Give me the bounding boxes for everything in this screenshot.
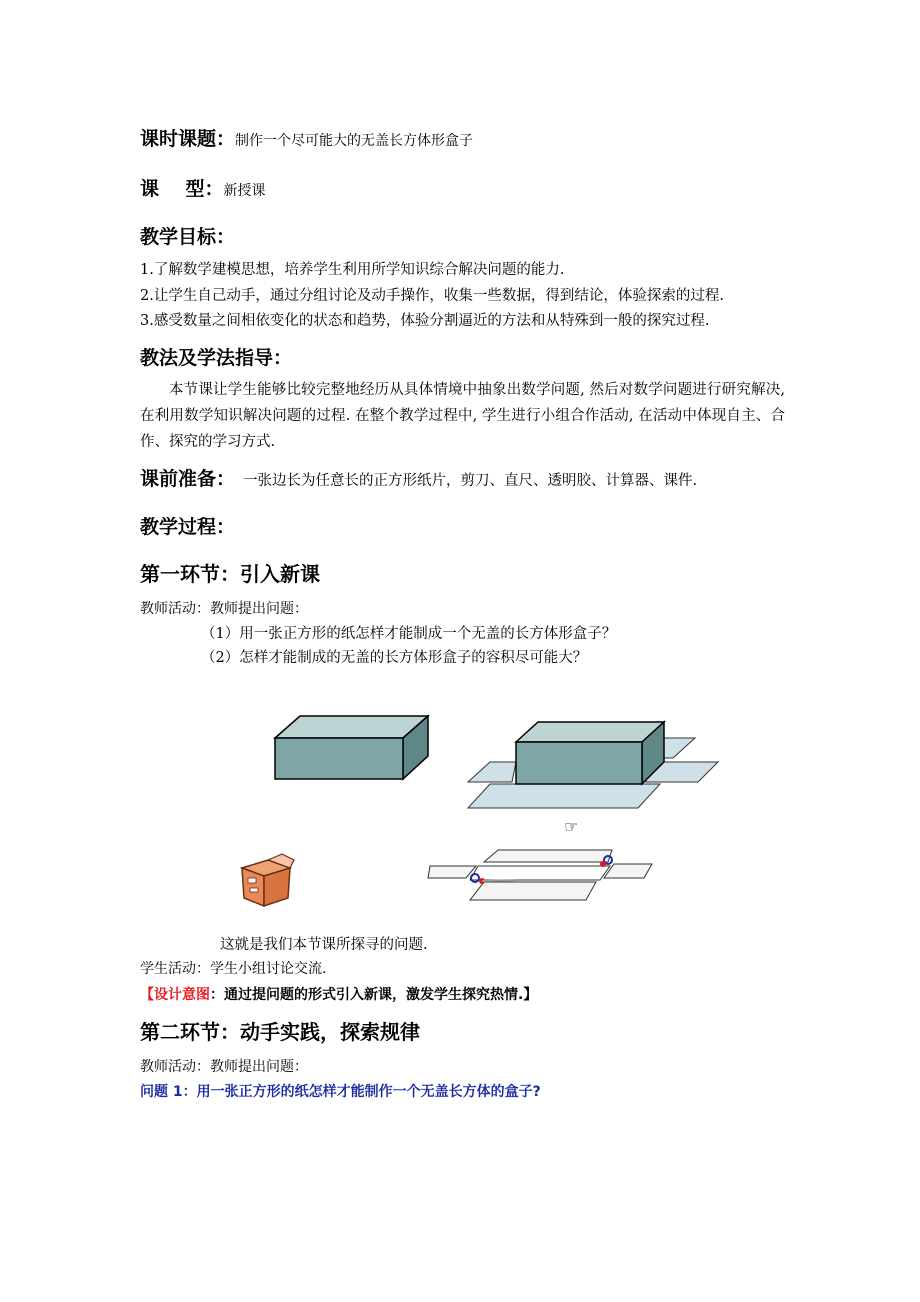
topic-value: 制作一个尽可能大的无盖长方体形盒子 (235, 133, 474, 149)
design-open-bracket: 【 (140, 987, 154, 1003)
design-label: 设计意图 (154, 987, 210, 1003)
section2-teacher-activity: 教师活动：教师提出问题： (140, 1059, 308, 1075)
objective-item-1: 1.了解数学建模思想，培养学生利用所学知识综合解决问题的能力. (140, 262, 565, 278)
section1-teacher-activity: 教师活动：教师提出问题： (140, 601, 308, 617)
method-paragraph: 本节课让学生能够比较完整地经历从具体情境中抽象出数学问题, 然后对数学问题进行研究解决, 在利用数学知识解决问题的过程. 在整个教学过程中, 学生进行小组合作活动, 在活动中体现自主、合作、探究的学习方式. (140, 382, 785, 450)
preparation-line (140, 464, 697, 491)
box-illustration (220, 700, 730, 920)
objectives-heading: 教学目标： (140, 226, 236, 248)
cardboard-box-icon (242, 854, 294, 906)
section1-student-activity: 学生活动：学生小组讨论交流. (140, 961, 327, 977)
section2-question-1: 问题 1：用一张正方形的纸怎样才能制作一个无盖长方体的盒子? (140, 1084, 541, 1100)
process-heading: 教学过程： (140, 516, 236, 538)
design-text: ：通过提问题的形式引入新课，激发学生探究热情.】 (210, 987, 538, 1003)
type-line (140, 174, 265, 201)
preparation-value: 一张边长为任意长的正方形纸片，剪刀、直尺、透明胶、计算器、课件. (243, 473, 698, 489)
open-box-net-icon (468, 722, 718, 808)
design-intent-line (140, 984, 537, 1004)
type-label: 课 型： (140, 178, 224, 200)
closed-box-icon (275, 716, 428, 779)
section1-question-2: （2）怎样才能制成的无盖的长方体形盒子的容积尽可能大？ (201, 650, 588, 666)
method-heading: 教法及学法指导： (140, 347, 293, 369)
pointing-hand-icon: ☞ (564, 817, 579, 836)
section1-heading: 第一环节：引入新课 (140, 562, 320, 586)
objective-item-2: 2.让学生自己动手，通过分组讨论及动手操作，收集一些数据，得到结论，体验探索的过程. (140, 288, 724, 304)
section1-question-1: （1）用一张正方形的纸怎样才能制成一个无盖的长方体形盒子？ (201, 626, 617, 642)
preparation-label: 课前准备： (140, 468, 236, 490)
objective-item-3: 3.感受数量之间相依变化的状态和趋势，体验分割逼近的方法和从特殊到一般的探究过程. (140, 313, 710, 329)
cut-paper-icon (428, 850, 652, 900)
topic-label: 课时课题： (140, 128, 236, 150)
section2-heading: 第二环节：动手实践，探索规律 (140, 1020, 420, 1044)
figure-caption: 这就是我们本节课所探寻的问题. (220, 937, 428, 953)
type-value: 新授课 (223, 183, 266, 199)
topic-line (140, 124, 473, 151)
